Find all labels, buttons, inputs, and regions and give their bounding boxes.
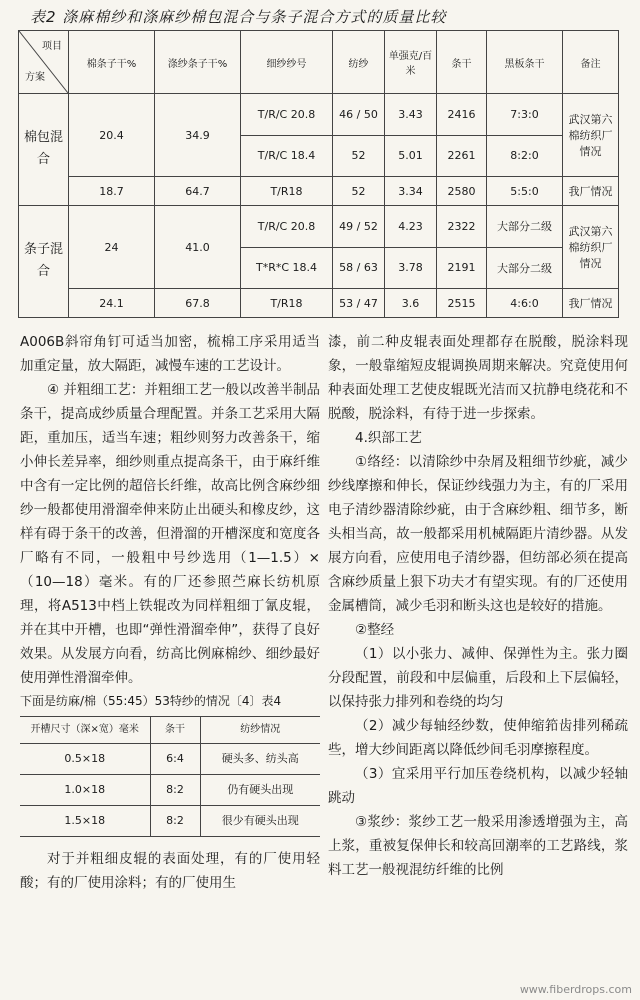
cell: 41.0	[155, 205, 241, 288]
header-single-strength: 单强克/百米	[385, 31, 437, 94]
header-evenness: 条干	[437, 31, 487, 94]
cell: 大部分二级	[487, 205, 563, 247]
paragraph: ①络经：以清除纱中杂屑及粗细节纱疵，减少纱线摩擦和伸长，保证纱线强力为主，有的厂采用电子清纱器清除纱疵，由于含麻纱粗、细节多，断头相当高，故一般都采用机械隔距片清纱器。从发展方向看，应使用电子清纱器，但纺部必须在提高含麻纱质量上狠下功夫才有望实现。有的厂还使用金属槽筒，减少毛羽和断头这也是较好的措施。	[328, 454, 628, 614]
cell: 4.23	[385, 205, 437, 247]
t4-cell: 0.5×18	[20, 744, 150, 775]
header-scheme: 方案	[25, 72, 45, 83]
cell: 5:5:0	[487, 177, 563, 206]
header-corner	[19, 31, 69, 94]
t4-header-status: 纺纱情况	[200, 717, 320, 744]
cell: 5.01	[385, 135, 437, 177]
cell: 2580	[437, 177, 487, 206]
table-2	[18, 30, 619, 318]
cell: T/R/C 20.8	[241, 94, 333, 136]
paragraph: 对于并粗细皮辊的表面处理，有的厂使用轻酸；有的厂使用涂料；有的厂使用生	[20, 851, 320, 891]
header-blackboard: 黑板条干	[487, 31, 563, 94]
paragraph: ④ 并粗细工艺：并粗细工艺一般以改善半制品条干，提高成纱质量合理配置。并条工艺采用大隔距，重加压，适当车速；粗纱则努力改善条干，缩小伸长差异率，细纱则重点提高条干，由于麻纤维中含有一定比例的超倍长纤维，故高比例含麻纱细纱一般都使用滑溜牵伸来防止出硬头和橡皮纱，这样有碍于条干的改善，但滑溜的开槽深度和宽度各厂略有不同，一般粗中号纱选用（1—1.5）×（10—18）毫米。有的厂还参照苎麻长纺机原理，将A513中档上铁辊改为同样粗细丁氰皮辊，并在其中开槽，也即“弹性滑溜牵伸”，获得了良好效果。从发展方向看，纺高比例麻棉纱、细纱最好使用弹性滑溜牵伸。	[20, 382, 320, 686]
cell: 67.8	[155, 289, 241, 318]
cell: 46 / 50	[333, 94, 385, 136]
t4-cell: 1.0×18	[20, 775, 150, 806]
t4-cell: 很少有硬头出现	[200, 806, 320, 837]
cell: 20.4	[69, 94, 155, 177]
method-sliver-mixing: 条子混合	[19, 205, 69, 317]
cell: T/R18	[241, 289, 333, 318]
t4-cell: 硬头多、纺头高	[200, 744, 320, 775]
right-column	[328, 330, 628, 882]
section-heading: 4.织部工艺	[355, 430, 422, 446]
cell: 3.78	[385, 247, 437, 289]
cell: 8:2:0	[487, 135, 563, 177]
paragraph: （3）宜采用平行加压卷绕机构，以减少轻轴跳动	[328, 766, 628, 806]
cell: 大部分二级	[487, 247, 563, 289]
t4-header-evenness: 条干	[150, 717, 200, 744]
cell: 我厂情况	[563, 177, 619, 206]
cell: 3.43	[385, 94, 437, 136]
watermark: www.fiberdrops.com	[519, 983, 632, 996]
cell: 7:3:0	[487, 94, 563, 136]
table4-caption: 下面是纺麻/棉（55:45）53特纱的情况〔4〕表4	[20, 694, 282, 708]
cell: T/R18	[241, 177, 333, 206]
cell: 3.6	[385, 289, 437, 318]
paragraph: ③浆纱：浆纱工艺一般采用渗透增强为主，高上浆，重被复保伸长和较高回潮率的工艺路线，浆料工艺一般视混纺纤维的比例	[328, 814, 628, 878]
header-polyester-sliver: 涤纱条子干%	[155, 31, 241, 94]
paragraph: ②整经	[355, 622, 395, 638]
header-item: 项目	[42, 41, 62, 52]
cell: 武汉第六棉纺织厂情况	[563, 205, 619, 288]
cell: 4:6:0	[487, 289, 563, 318]
cell: 52	[333, 135, 385, 177]
table-4	[20, 716, 320, 837]
cell: 18.7	[69, 177, 155, 206]
cell: T/R/C 20.8	[241, 205, 333, 247]
cell: 52	[333, 177, 385, 206]
left-column	[20, 330, 320, 895]
paragraph: A006B斜帘角钉可适当加密，梳棉工序采用适当加重定量，放大隔距，减慢车速的工艺设计。	[20, 334, 320, 374]
cell: T*R*C 18.4	[241, 247, 333, 289]
cell: 24	[69, 205, 155, 288]
t4-cell: 8:2	[150, 775, 200, 806]
paragraph: （2）减少每轴经纱数，使伸缩筘齿排列稀疏些，增大纱间距离以降低纱间毛羽摩擦程度。	[328, 718, 628, 758]
cell: 2515	[437, 289, 487, 318]
cell: 64.7	[155, 177, 241, 206]
t4-cell: 1.5×18	[20, 806, 150, 837]
t4-cell: 仍有硬头出现	[200, 775, 320, 806]
paragraph: （1）以小张力、减伸、保弹性为主。张力圈分段配置，前段和中层偏重，后段和上下层偏轻，以保持张力排列和卷绕的均匀	[328, 646, 628, 710]
cell: 24.1	[69, 289, 155, 318]
cell: 2416	[437, 94, 487, 136]
cell: 武汉第六棉纺织厂情况	[563, 94, 619, 177]
header-spinning: 纺纱	[333, 31, 385, 94]
cell: 3.34	[385, 177, 437, 206]
header-cotton-sliver: 棉条子干%	[69, 31, 155, 94]
cell: T/R/C 18.4	[241, 135, 333, 177]
t4-cell: 8:2	[150, 806, 200, 837]
t4-header-groove: 开槽尺寸（深×宽）毫米	[20, 717, 150, 744]
cell: 2261	[437, 135, 487, 177]
table2-title: 表2 涤麻棉纱和涤麻纱棉包混合与条子混合方式的质量比较	[30, 8, 447, 26]
cell: 58 / 63	[333, 247, 385, 289]
cell: 我厂情况	[563, 289, 619, 318]
header-yarn-count: 细纱纱号	[241, 31, 333, 94]
t4-cell: 6:4	[150, 744, 200, 775]
cell: 2322	[437, 205, 487, 247]
cell: 34.9	[155, 94, 241, 177]
cell: 49 / 52	[333, 205, 385, 247]
cell: 53 / 47	[333, 289, 385, 318]
paragraph: 漆，前二种皮辊表面处理都存在脱酸，脱涂料现象，一般靠缩短皮辊调换周期来解决。究竟使用何种表面处理工艺使皮辊既光洁而又抗静电绕花和不脱酸，脱涂料，有待于进一步探索。	[328, 334, 628, 422]
header-remarks: 备注	[563, 31, 619, 94]
cell: 2191	[437, 247, 487, 289]
method-pack-mixing: 棉包混合	[19, 94, 69, 206]
